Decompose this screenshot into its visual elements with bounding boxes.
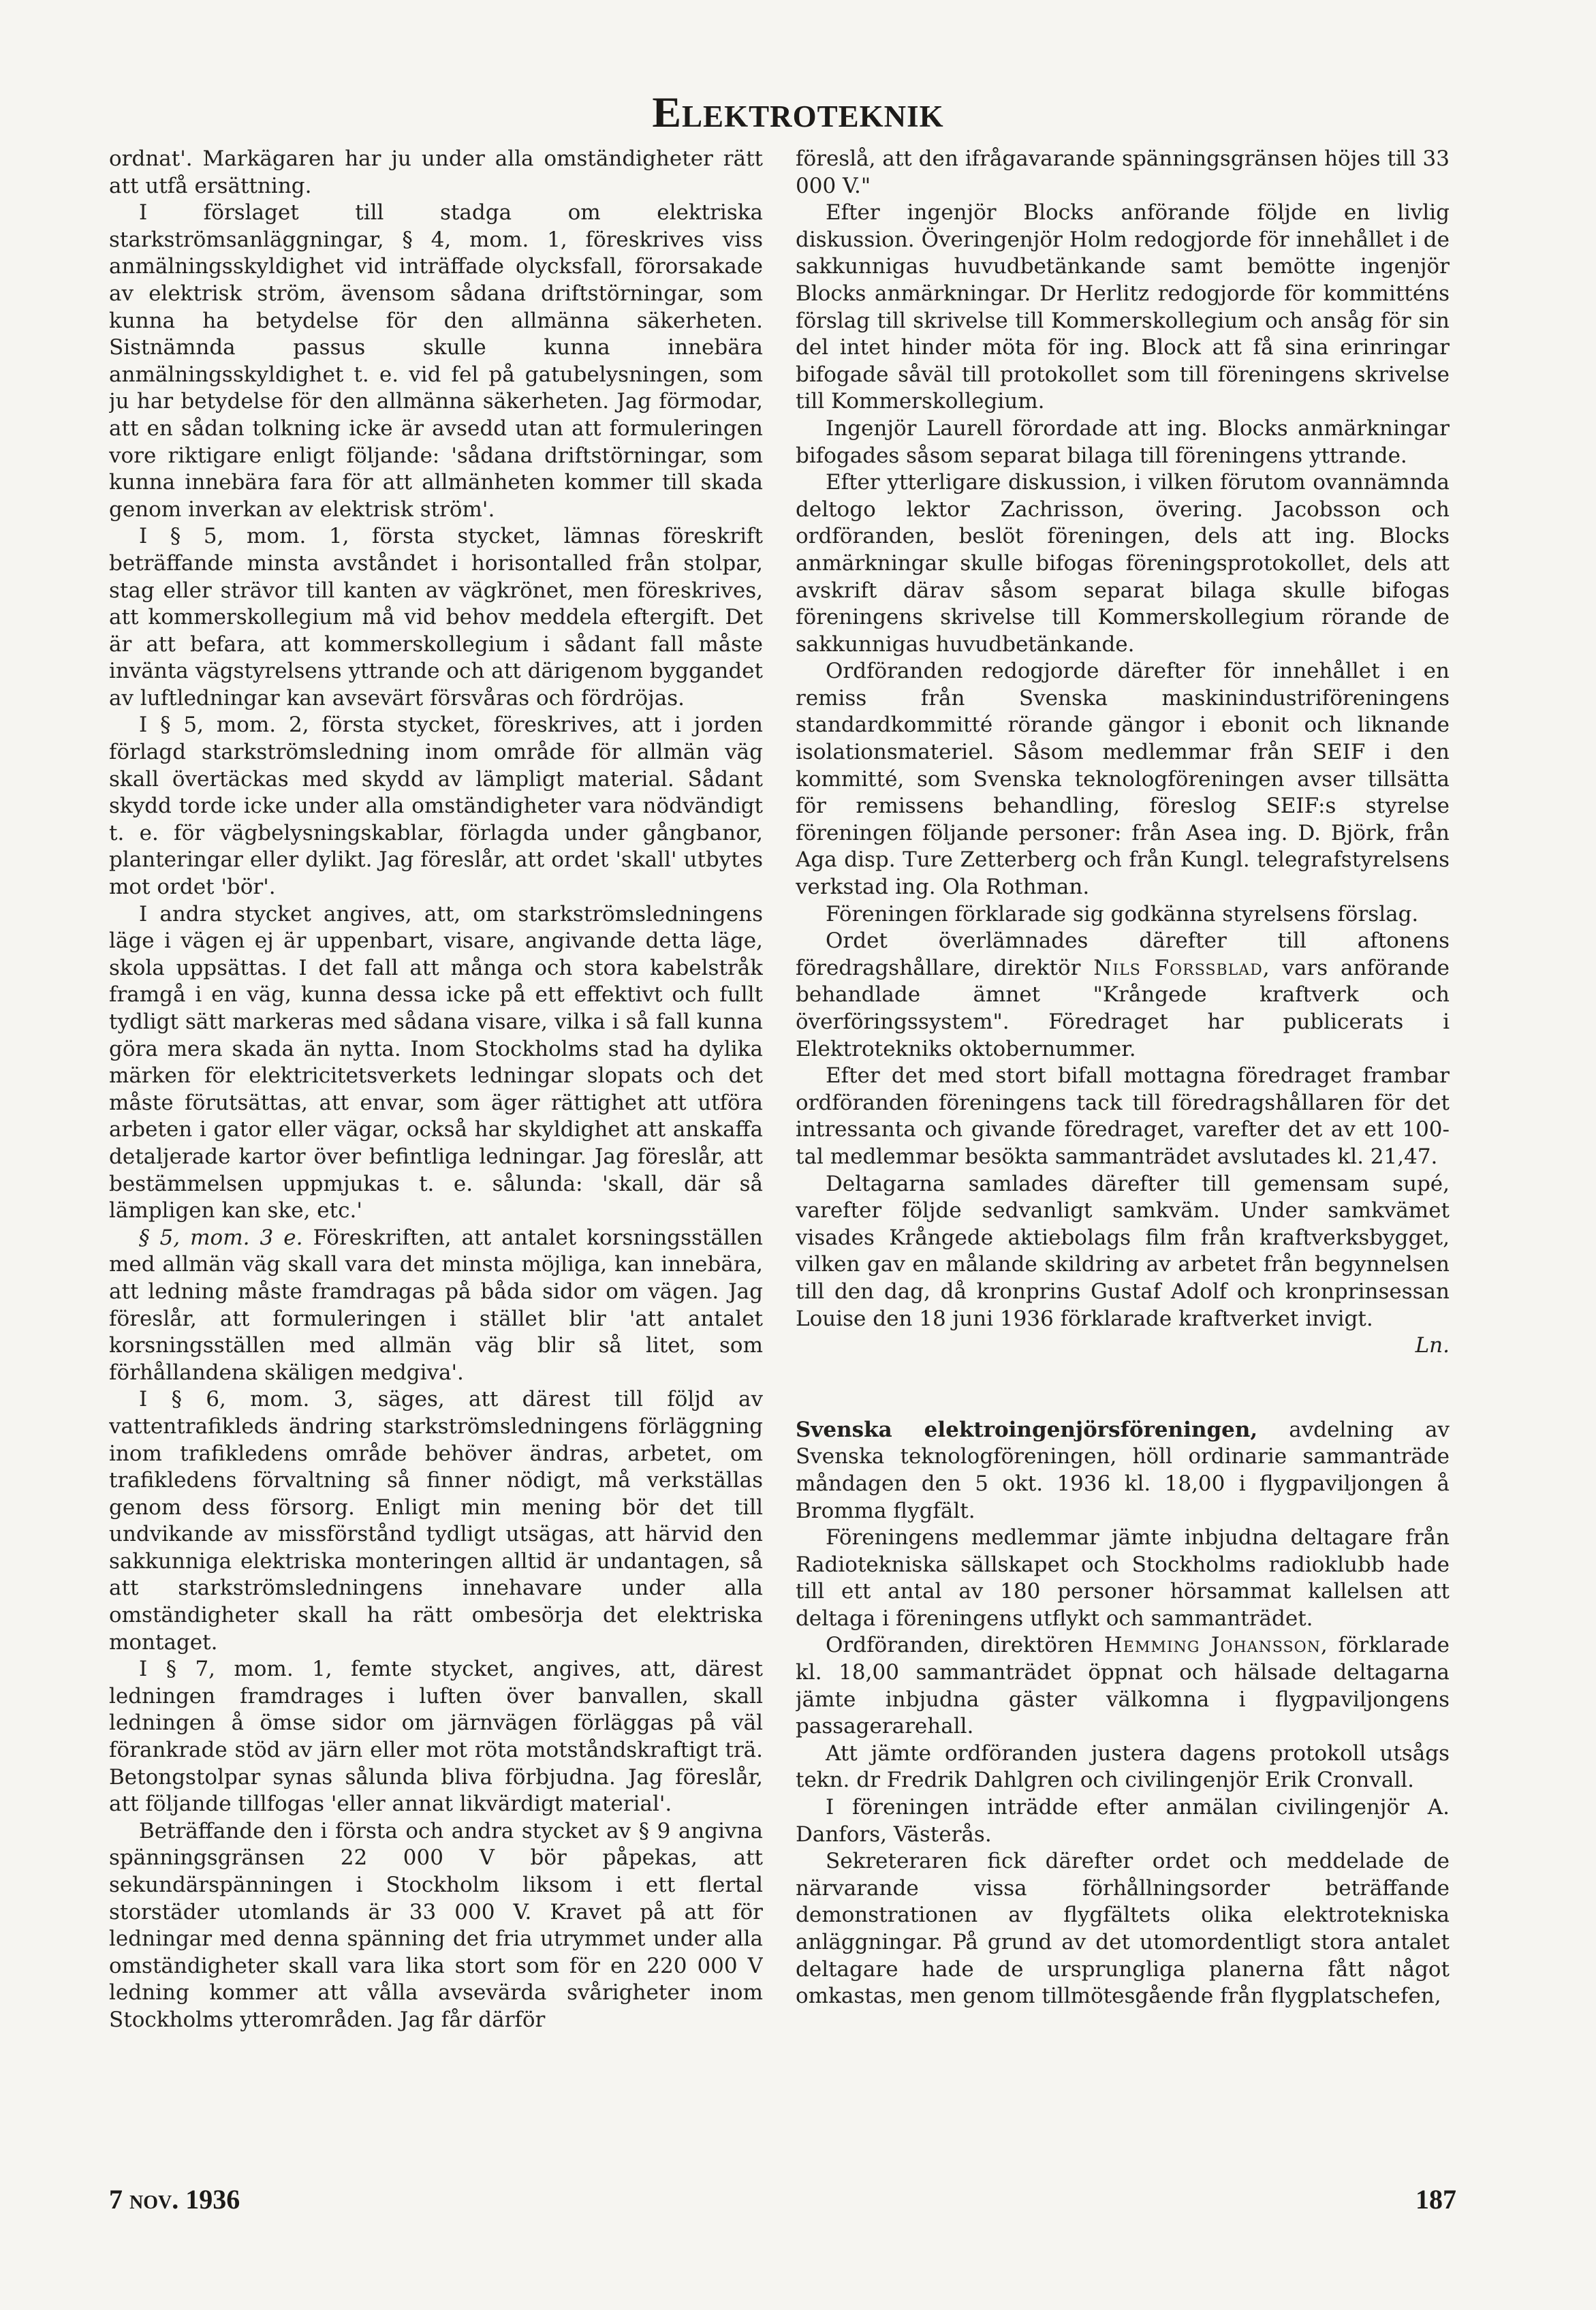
section-gap <box>796 1360 1450 1417</box>
paragraph-text: , vars anförande behandlade ämnet "Krångede kraftverk och överföringssystem". Föredraget har publicerats i Elektrotekniks oktobernummer. <box>796 955 1450 1061</box>
paragraph <box>796 1417 1450 1525</box>
paragraph: I föreningen inträdde efter anmälan civilingenjör A. Danfors, Västerås. <box>796 1795 1450 1847</box>
section-reference: § 5, mom. 3 e. <box>139 1225 303 1250</box>
paragraph: Deltagarna samlades därefter till gemensam supé, varefter följde sedvanligt samkväm. Under samkvämet visades Krångede aktiebolags film från kraftverksbygget, vilken gav en målande skildring av arbetet från begynnelsen till den dag, då kronprins Gustaf Adolf och kronprinsessan Louise den 18 juni 1936 förklarade kraftverket invigt. <box>796 1171 1450 1331</box>
paragraph: Att jämte ordföranden justera dagens protokoll utsågs tekn. dr Fredrik Dahlgren och civilingenjör Erik Cronvall. <box>796 1741 1450 1793</box>
paragraph-text: avdelning av Svenska teknologföreningen, höll ordinarie sammanträde måndagen den 5 okt. 1936 kl. 18,00 i flygpaviljongen å Bromma flygfält. <box>796 1417 1450 1523</box>
paragraph: ordnat'. Markägaren har ju under alla omständigheter rätt att utfå ersättning. <box>109 146 763 198</box>
page-number: 187 <box>1415 2184 1456 2215</box>
paragraph <box>796 1632 1450 1740</box>
paragraph: Ingenjör Laurell förordade att ing. Blocks anmärkningar bifogades såsom separat bilaga till föreningens yttrande. <box>796 416 1450 468</box>
paragraph: Efter ingenjör Blocks anförande följde en livlig diskussion. Överingenjör Holm redogjorde för innehållet i de sakkunnigas huvudbetänkande samt bemötte ingenjör Blocks anmärkningar. Dr Herlitz redogjorde för kommitténs förslag till skrivelse till Kommerskollegium och ansåg för sin del intet hinder möta för ing. Block att få sina erinringar bifogade såväl till protokollet som till föreningens skrivelse till Kommerskollegium. <box>796 200 1450 414</box>
paragraph-text: Ordföranden, direktören <box>826 1633 1094 1658</box>
issue-month: nov. <box>129 2184 179 2215</box>
left-column <box>109 146 763 2196</box>
paragraph: I förslaget till stadga om elektriska starkströmsanläggningar, § 4, mom. 1, föreskrives viss anmälningsskyldighet vid inträffade olycksfall, förorsakade av elektrisk ström, ävensom sådana driftstörningar, som kunna ha betydelse för den allmänna säkerheten. Sistnämnda passus skulle kunna innebära anmälningsskyldighet t. e. vid fel på gatubelysningen, som ju har betydelse för den allmänna säkerheten. Jag förmodar, att en sådan tolkning icke är avsedd utan att formuleringen vore riktigare enligt följande: 'sådana driftstörningar, som kunna innebära fara för att allmänheten kommer till skada genom inverkan av elektrisk ström'. <box>109 200 763 522</box>
issue-day: 7 <box>109 2184 123 2215</box>
paragraph <box>796 928 1450 1063</box>
right-column <box>796 146 1450 2196</box>
paragraph: I § 7, mom. 1, femte stycket, angives, att, därest ledningen framdrages i luften över banvallen, skall ledningen å ömse sidor om järnvägen förläggas på väl förankrade stöd av järn eller mot röta motståndskraftigt trä. Betongstolpar synas sålunda bliva förbjudna. Jag föreslår, att följande tillfogas 'eller annat likvärdigt material'. <box>109 1657 763 1817</box>
paragraph: I § 6, mom. 3, säges, att därest till följd av vattentrafikleds ändring starkströmsledningens förläggning inom trafikledens område behöver ändras, arbetet, om trafikledens förvaltning så finner nödigt, må verkställas genom dess försorg. Enligt min mening bör det till undvikande av missförstånd tydligt utsägas, att härvid den sakkunniga elektriska monteringen alltid är undantagen, så att starkströmsledningens innehavare under alla omständigheter skall ha rätt ombesörja det elektriska montaget. <box>109 1387 763 1655</box>
issue-date <box>109 2183 240 2215</box>
paragraph: Föreningen förklarade sig godkänna styrelsens förslag. <box>826 901 1419 926</box>
paragraph-text: Föreskriften, att antalet korsningsställen med allmän väg skall vara det minsta möjliga, kan innebära, att ledning måste framdragas på båda sidor om vägen. Jag föreslår, att formuleringen i stället blir 'att antalet korsningsställen med allmän väg blir så litet, som förhållandena skäligen medgiva'. <box>109 1225 763 1385</box>
paragraph <box>109 1225 763 1387</box>
person-name: Nils Forssblad <box>1093 955 1263 980</box>
author-signature: Ln. <box>1415 1333 1450 1358</box>
paragraph: Föreningens medlemmar jämte inbjudna deltagare från Radiotekniska sällskapet och Stockholms radioklubb hade till ett antal av 180 personer hörsammat kallelsen att deltaga i föreningens utflykt och sammanträdet. <box>796 1525 1450 1631</box>
paragraph: Ordföranden redogjorde därefter för innehållet i en remiss från Svenska maskinindustriföreningens standardkommitté rörande gängor i ebonit och liknande isolationsmateriel. Såsom medlemmar från SEIF i den kommitté, som Svenska teknologföreningen avser tillsätta för remissens behandling, föreslog SEIF:s styrelse föreningen följande personer: från Asea ing. D. Björk, från Aga disp. Ture Zetterberg och från Kungl. telegrafstyrelsens verkstad ing. Ola Rothman. <box>796 659 1450 900</box>
paragraph: Sekreteraren fick därefter ordet och meddelade de närvarande vissa förhållningsorder beträffande demonstrationen av flygfältets olika elektrotekniska anläggningar. På grund av det utomordentligt stora antalet deltagare hade de ursprungliga planerna fått något omkastas, men genom tillmötesgående från flygplatschefen, <box>796 1849 1450 2009</box>
organization-heading: Svenska elektroingenjörsföreningen, <box>796 1417 1258 1442</box>
person-name: Hemming Johansson <box>1104 1633 1321 1658</box>
paragraph: Beträffande den i första och andra stycket av § 9 angivna spänningsgränsen 22 000 V bör påpekas, att sekundärspänningen i Stockholm liksom i ett flertal storstäder utomlands är 33 000 V. Kravet på att för ledningar med denna spänning det fria utrymmet under alla omständigheter skall vara lika stort som för en 220 000 V ledning kommer att vålla avsevärda svårigheter inom Stockholms ytterområden. Jag får därför <box>109 1818 763 2032</box>
paragraph: I § 5, mom. 1, första stycket, lämnas föreskrift beträffande minsta avståndet i horisontalled från stolpar, stag eller strävor till kanten av vägkrönet, men föreskrives, att kommerskollegium må vid behov meddela eftergift. Det är att befara, att kommerskollegium i sådant fall måste invänta vägstyrelsens yttrande och att därigenom byggandet av luftledningar kan avsevärt försvåras och fördröjas. <box>109 524 763 711</box>
paragraph: Efter ytterligare diskussion, i vilken förutom ovannämnda deltogo lektor Zachrisson, övering. Jacobsson och ordföranden, beslöt föreningen, dels att ing. Blocks anmärkningar skulle bifogas föreningsprotokollet, dels att avskrift därav såsom separat bilaga skulle bifogas föreningens skrivelse till Kommerskollegium rörande de sakkunnigas huvudbetänkande. <box>796 470 1450 657</box>
paragraph-text: , förklarade kl. 18,00 sammanträdet öppnat och hälsade deltagarna jämte inbjudna gäster välkomna i flygpaviljongens passagerarehall. <box>796 1633 1450 1739</box>
paragraph-text: Ordet överlämnades därefter till aftonens föredragshållare, direktör <box>796 928 1450 980</box>
paragraph: föreslå, att den ifrågavarande spänningsgränsen höjes till 33 000 V." <box>796 146 1450 198</box>
issue-year: 1936 <box>185 2184 240 2215</box>
paragraph: I andra stycket angives, att, om starkströmsledningens läge i vägen ej är uppenbart, visare, angivande detta läge, skola uppsättas. I det fall att många och stora kabelstråk framgå i en väg, kunna dessa icke på ett effektivt och fullt tydligt sätt markeras med sådana visare, vilka i så fall kunna göra mera skada än nytta. Inom Stockholms stad ha dylika märken för elektricitetsverkets ledningar slopats och det måste förutsättas, att envar, som äger rättighet att utföra arbeten i gator eller vägar, också har skyldighet att anskaffa detaljerade kartor över befintliga ledningar. Jag föreslår, att bestämmelsen uppmjukas t. e. sålunda: 'skall, där så lämpligen kan ske, etc.' <box>109 901 763 1223</box>
paragraph: Efter det med stort bifall mottagna föredraget frambar ordföranden föreningens tack till föredragshållaren för det intressanta och givande föredraget, varefter det av ett 100-tal medlemmar besökta sammanträdet avslutades kl. 21,47. <box>796 1063 1450 1169</box>
paragraph: I § 5, mom. 2, första stycket, föreskrives, att i jorden förlagd starkströmsledning inom område för allmän väg skall övertäckas med skydd av lämpligt material. Sådant skydd torde icke under alla omständigheter vara nödvändigt t. e. för vägbelysningskablar, förlagda under gångbanor, planteringar eller dylikt. Jag föreslår, att ordet 'skall' utbytes mot ordet 'bör'. <box>109 713 763 900</box>
journal-masthead: Elektroteknik <box>652 88 944 136</box>
